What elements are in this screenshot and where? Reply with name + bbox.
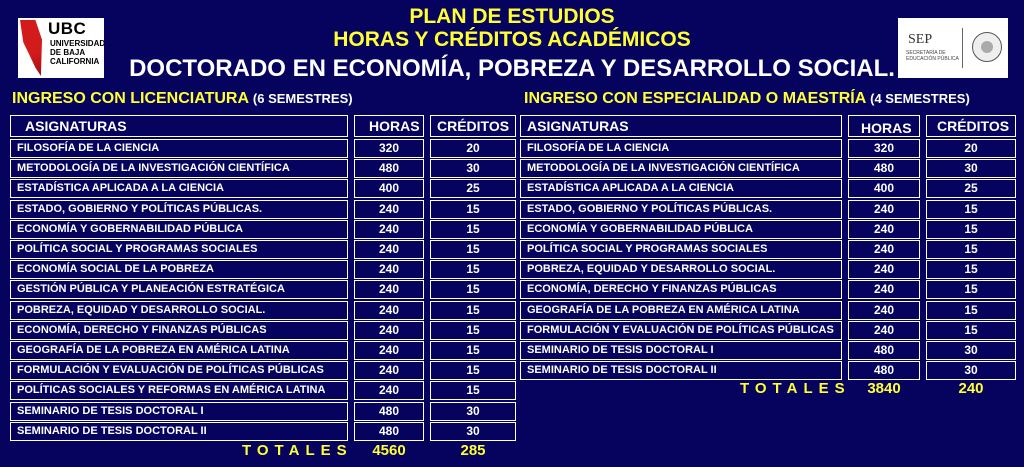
right-row-subject: GEOGRAFÍA DE LA POBREZA EN AMÉRICA LATINA	[520, 301, 842, 320]
right-header-subject-label: ASIGNATURAS	[527, 118, 629, 134]
right-section-title	[524, 90, 970, 108]
left-row-subject: ECONOMÍA, DERECHO Y FINANZAS PÚBLICAS	[10, 321, 348, 340]
right-row-credits: 15	[926, 260, 1016, 279]
left-row-subject: FILOSOFÍA DE LA CIENCIA	[10, 139, 348, 158]
left-row-subject: POBREZA, EQUIDAD Y DESARROLLO SOCIAL.	[10, 301, 348, 320]
left-row-credits: 30	[430, 402, 516, 421]
right-row-hours: 240	[848, 220, 920, 239]
right-row-hours: 240	[848, 260, 920, 279]
left-section-title	[12, 90, 353, 108]
ubc-logo-name: UNIVERSIDAD DE BAJA CALIFORNIA	[50, 39, 106, 66]
left-row-hours: 240	[354, 280, 424, 299]
right-row-hours: 400	[848, 179, 920, 198]
right-row-credits: 15	[926, 321, 1016, 340]
right-total-hours: 3840	[867, 380, 901, 397]
right-row-subject: ESTADÍSTICA APLICADA A LA CIENCIA	[520, 179, 842, 198]
right-total-label: TOTALES	[740, 380, 851, 397]
right-row-subject: FORMULACIÓN Y EVALUACIÓN DE POLÍTICAS PÚBLICAS	[520, 321, 842, 340]
right-row-subject: FILOSOFÍA DE LA CIENCIA	[520, 139, 842, 158]
left-row-hours: 240	[354, 240, 424, 259]
left-row-credits: 15	[430, 361, 516, 380]
left-row-subject: SEMINARIO DE TESIS DOCTORAL II	[10, 422, 348, 441]
left-row-hours: 240	[354, 200, 424, 219]
right-row-hours: 240	[848, 280, 920, 299]
left-row-hours: 240	[354, 260, 424, 279]
left-row-subject: ECONOMÍA Y GOBERNABILIDAD PÚBLICA	[10, 220, 348, 239]
left-header-hours	[354, 115, 424, 137]
left-row-credits: 15	[430, 341, 516, 360]
right-row-credits: 30	[926, 361, 1016, 380]
right-row-subject: SEMINARIO DE TESIS DOCTORAL I	[520, 341, 842, 360]
left-row-subject: GEOGRAFÍA DE LA POBREZA EN AMÉRICA LATINA	[10, 341, 348, 360]
left-header-credits-label: CRÉDITOS	[437, 118, 510, 134]
left-row-credits: 15	[430, 381, 516, 400]
program-title: DOCTORADO EN ECONOMÍA, POBREZA Y DESARROLLO SOCIAL.	[129, 55, 895, 82]
left-row-subject: ECONOMÍA SOCIAL DE LA POBREZA	[10, 260, 348, 279]
page-title: PLAN DE ESTUDIOS	[409, 5, 615, 28]
left-row-hours: 240	[354, 321, 424, 340]
left-row-credits: 15	[430, 220, 516, 239]
ubc-logo-abbr: UBC	[48, 19, 87, 38]
right-row-credits: 30	[926, 159, 1016, 178]
right-row-subject: ECONOMÍA Y GOBERNABILIDAD PÚBLICA	[520, 220, 842, 239]
left-total-label: TOTALES	[242, 442, 353, 459]
right-row-hours: 240	[848, 200, 920, 219]
page-subtitle: HORAS Y CRÉDITOS ACADÉMICOS	[333, 28, 691, 51]
right-row-subject: ESTADO, GOBIERNO Y POLÍTICAS PÚBLICAS.	[520, 200, 842, 219]
left-total-credits: 285	[460, 442, 486, 459]
left-row-hours: 480	[354, 422, 424, 441]
right-row-subject: METODOLOGÍA DE LA INVESTIGACIÓN CIENTÍFICA	[520, 159, 842, 178]
right-row-hours: 240	[848, 240, 920, 259]
right-row-credits: 15	[926, 220, 1016, 239]
right-row-subject: ECONOMÍA, DERECHO Y FINANZAS PÚBLICAS	[520, 280, 842, 299]
left-section-label: INGRESO CON LICENCIATURA	[12, 90, 249, 107]
left-row-credits: 30	[430, 422, 516, 441]
left-row-hours: 480	[354, 402, 424, 421]
left-row-credits: 15	[430, 321, 516, 340]
left-row-credits: 15	[430, 260, 516, 279]
left-header-subject	[10, 115, 348, 137]
right-row-credits: 15	[926, 301, 1016, 320]
left-header-subject-label: ASIGNATURAS	[25, 118, 127, 134]
right-row-subject: SEMINARIO DE TESIS DOCTORAL II	[520, 361, 842, 380]
left-row-subject: POLÍTICA SOCIAL Y PROGRAMAS SOCIALES	[10, 240, 348, 259]
right-header-subject	[520, 115, 842, 137]
right-row-hours: 240	[848, 321, 920, 340]
sep-logo-subtitle: SECRETARÍA DE EDUCACIÓN PÚBLICA	[906, 50, 959, 62]
right-row-hours: 240	[848, 301, 920, 320]
left-row-hours: 480	[354, 159, 424, 178]
left-row-subject: ESTADO, GOBIERNO Y POLÍTICAS PÚBLICAS.	[10, 200, 348, 219]
left-row-credits: 20	[430, 139, 516, 158]
right-row-hours: 480	[848, 361, 920, 380]
left-row-credits: 15	[430, 301, 516, 320]
right-header-hours-label: HORAS	[861, 120, 912, 136]
right-row-credits: 30	[926, 341, 1016, 360]
left-row-subject: ESTADÍSTICA APLICADA A LA CIENCIA	[10, 179, 348, 198]
left-row-credits: 15	[430, 280, 516, 299]
right-row-credits: 15	[926, 200, 1016, 219]
left-section-note: (6 SEMESTRES)	[252, 91, 353, 106]
left-row-credits: 25	[430, 179, 516, 198]
right-total-credits: 240	[958, 380, 984, 397]
right-row-credits: 20	[926, 139, 1016, 158]
right-section-note: (4 SEMESTRES)	[870, 91, 970, 106]
left-row-credits: 15	[430, 240, 516, 259]
right-row-credits: 15	[926, 280, 1016, 299]
right-row-subject: POBREZA, EQUIDAD Y DESARROLLO SOCIAL.	[520, 260, 842, 279]
left-row-hours: 240	[354, 301, 424, 320]
left-row-subject: SEMINARIO DE TESIS DOCTORAL I	[10, 402, 348, 421]
left-total-hours: 4560	[372, 442, 406, 459]
left-header-hours-label: HORAS	[369, 118, 420, 134]
left-row-subject: METODOLOGÍA DE LA INVESTIGACIÓN CIENTÍFICA	[10, 159, 348, 178]
left-row-hours: 240	[354, 341, 424, 360]
left-row-hours: 240	[354, 220, 424, 239]
left-row-subject: POLÍTICAS SOCIALES Y REFORMAS EN AMÉRICA LATINA	[10, 381, 348, 400]
sep-logo-abbr: SEP	[908, 32, 933, 47]
right-row-subject: POLÍTICA SOCIAL Y PROGRAMAS SOCIALES	[520, 240, 842, 259]
right-row-hours: 480	[848, 159, 920, 178]
left-row-hours: 320	[354, 139, 424, 158]
left-row-hours: 240	[354, 381, 424, 400]
left-row-subject: GESTIÓN PÚBLICA Y PLANEACIÓN ESTRATÉGICA	[10, 280, 348, 299]
right-row-credits: 25	[926, 179, 1016, 198]
right-row-credits: 15	[926, 240, 1016, 259]
left-header-credits	[430, 115, 516, 137]
right-row-hours: 480	[848, 341, 920, 360]
right-header-credits-label: CRÉDITOS	[937, 118, 1010, 134]
left-row-credits: 15	[430, 200, 516, 219]
right-section-label: INGRESO CON ESPECIALIDAD O MAESTRÍA	[524, 90, 866, 107]
left-row-hours: 400	[354, 179, 424, 198]
left-row-subject: FORMULACIÓN Y EVALUACIÓN DE POLÍTICAS PÚBLICAS	[10, 361, 348, 380]
left-row-hours: 240	[354, 361, 424, 380]
right-header-hours	[848, 115, 920, 137]
left-row-credits: 30	[430, 159, 516, 178]
right-row-hours: 320	[848, 139, 920, 158]
right-header-credits	[926, 115, 1016, 137]
